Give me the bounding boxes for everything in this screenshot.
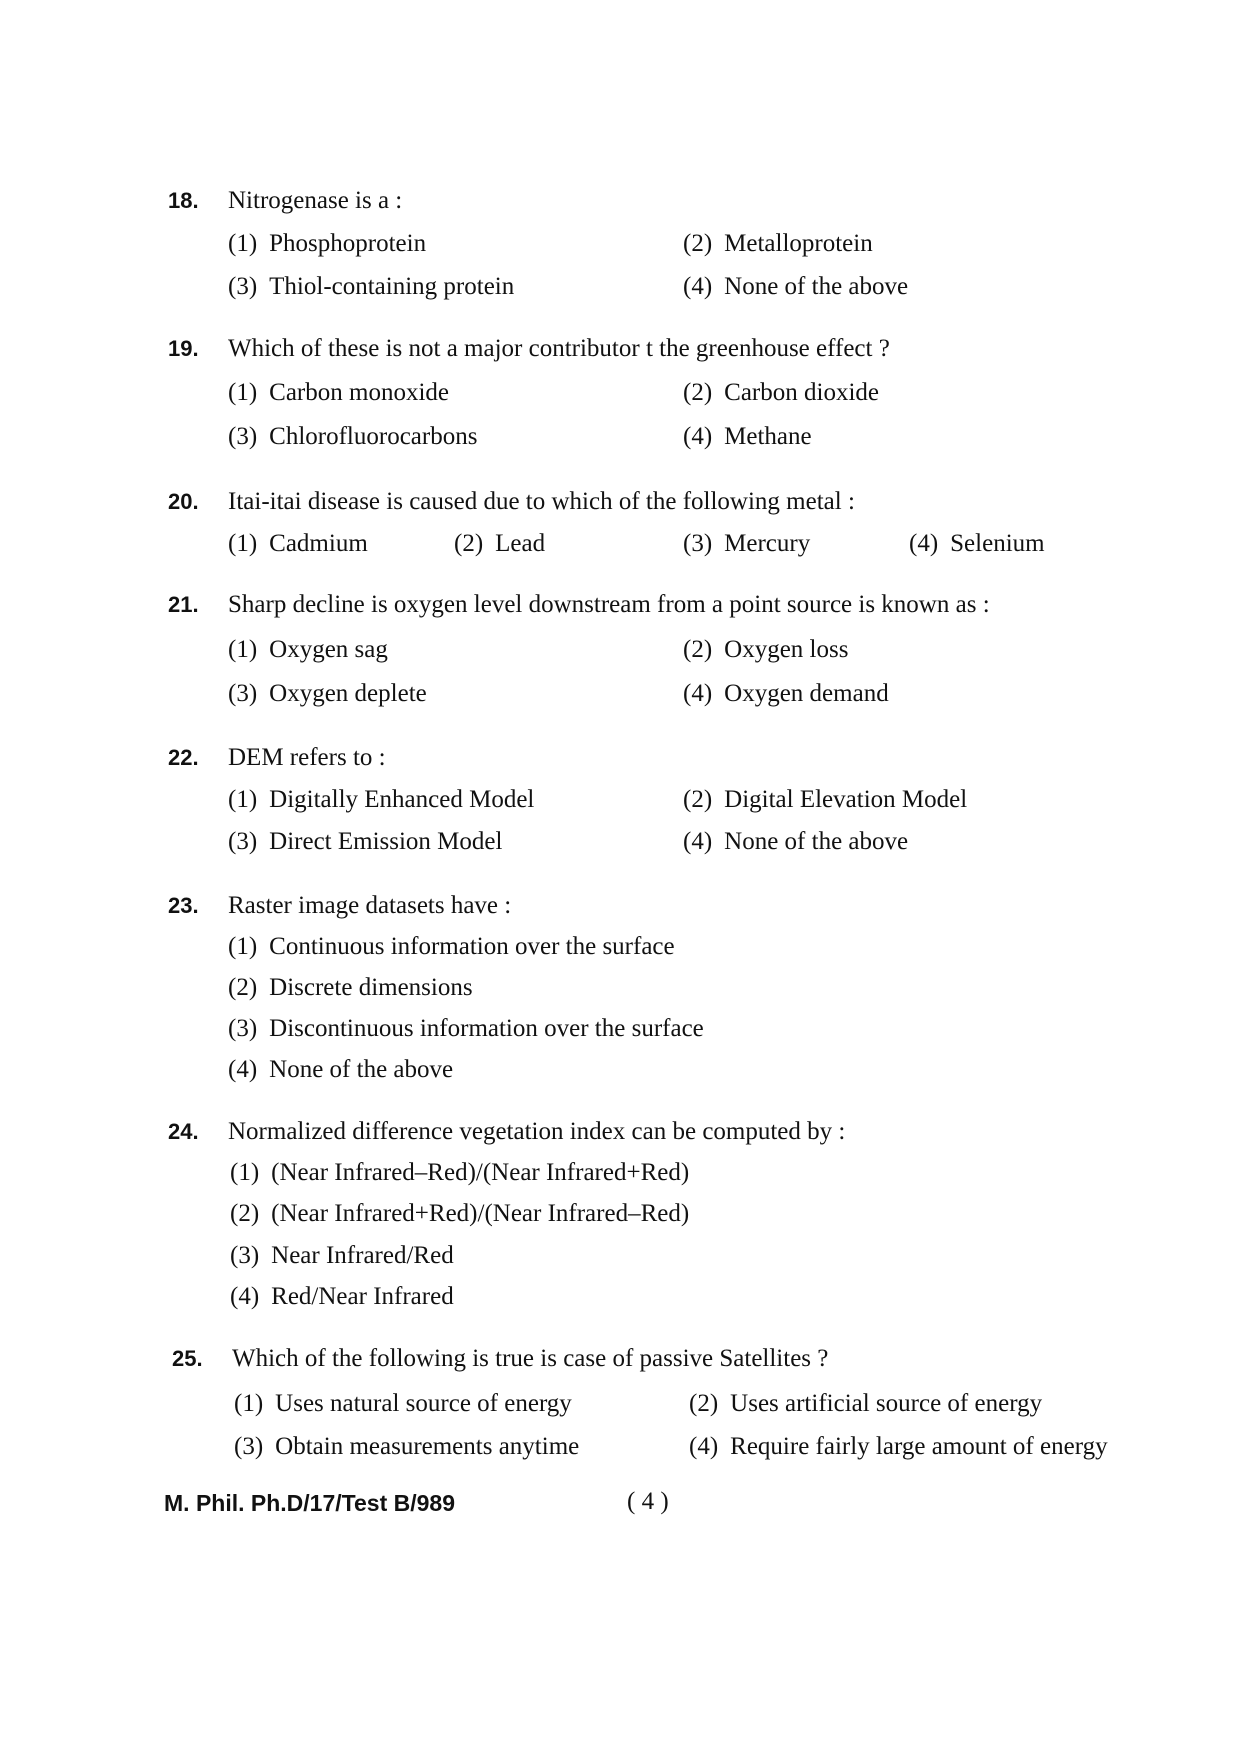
option-number: (4): [683, 680, 713, 707]
option-text: (Near Infrared+Red)/(Near Infrared–Red): [271, 1200, 690, 1227]
question-number: 23.: [168, 893, 199, 918]
option-text: Carbon dioxide: [724, 379, 879, 406]
option: [234, 1389, 572, 1419]
option-number: (2): [689, 1390, 719, 1417]
option: [683, 229, 873, 259]
option-text: None of the above: [724, 828, 909, 855]
option: [228, 973, 473, 1003]
option-text: Chlorofluorocarbons: [269, 423, 478, 450]
option-number: (1): [228, 786, 258, 813]
option-number: (4): [909, 530, 939, 557]
option: [230, 1241, 454, 1271]
option-number: (3): [230, 1242, 260, 1269]
option-number: (3): [228, 680, 258, 707]
option-text: Metalloprotein: [724, 230, 873, 257]
page-number: ( 4 ): [627, 1488, 669, 1515]
question-text: Which of the following is true is case of passive Satellites ?: [232, 1345, 829, 1372]
question-24: [168, 1117, 1168, 1147]
option-number: (1): [228, 636, 258, 663]
question-20: [168, 487, 1168, 517]
option: [228, 229, 426, 259]
option: [230, 1158, 689, 1188]
option: [228, 827, 502, 857]
question-22: [168, 743, 1168, 773]
paper-code: M. Phil. Ph.D/17/Test B/989: [164, 1490, 455, 1516]
question-text: Nitrogenase is a :: [228, 187, 403, 214]
option: [683, 529, 810, 559]
question-23: [168, 891, 1168, 921]
option-text: Discrete dimensions: [269, 974, 473, 1001]
option-number: (2): [683, 786, 713, 813]
question-text: Raster image datasets have :: [228, 892, 512, 919]
option-text: Direct Emission Model: [269, 828, 503, 855]
option-text: Oxygen demand: [724, 680, 889, 707]
option-number: (2): [228, 974, 258, 1001]
option-text: Require fairly large amount of energy: [730, 1433, 1108, 1460]
option-number: (3): [228, 273, 258, 300]
option-number: (4): [683, 273, 713, 300]
question-number: 24.: [168, 1119, 199, 1144]
option: [683, 635, 848, 665]
option-text: Red/Near Infrared: [271, 1283, 454, 1310]
option-number: (2): [683, 636, 713, 663]
option: [228, 1055, 453, 1085]
option-number: (4): [689, 1433, 719, 1460]
option-text: Discontinuous information over the surface: [269, 1015, 704, 1042]
option: [230, 1199, 689, 1229]
question-number: 20.: [168, 489, 199, 514]
question-text: Sharp decline is oxygen level downstream from a point source is known as :: [228, 591, 990, 618]
option-number: (4): [683, 423, 713, 450]
option-text: Selenium: [950, 530, 1045, 557]
option: [228, 635, 388, 665]
option: [689, 1432, 1108, 1462]
question-19: [168, 334, 1168, 364]
option-text: Oxygen loss: [724, 636, 849, 663]
question-text: Itai-itai disease is caused due to which of the following metal :: [228, 488, 855, 515]
question-text: Which of these is not a major contributor t the greenhouse effect ?: [228, 335, 890, 362]
option-number: (3): [228, 1015, 258, 1042]
option: [234, 1432, 579, 1462]
option-number: (1): [228, 933, 258, 960]
option-number: (2): [683, 230, 713, 257]
option-text: None of the above: [724, 273, 909, 300]
option-text: Oxygen sag: [269, 636, 388, 663]
option-number: (2): [683, 379, 713, 406]
option-text: Digital Elevation Model: [724, 786, 968, 813]
question-text: DEM refers to :: [228, 744, 386, 771]
option-text: Obtain measurements anytime: [275, 1433, 580, 1460]
option: [228, 272, 514, 302]
option-number: (4): [228, 1056, 258, 1083]
option-text: None of the above: [269, 1056, 454, 1083]
option: [683, 785, 967, 815]
option-text: Carbon monoxide: [269, 379, 449, 406]
option-number: (3): [228, 423, 258, 450]
option-number: (4): [230, 1283, 260, 1310]
question-21: [168, 590, 1168, 620]
option: [454, 529, 545, 559]
option-text: Uses artificial source of energy: [730, 1390, 1043, 1417]
question-number: 19.: [168, 336, 199, 361]
option-text: Oxygen deplete: [269, 680, 427, 707]
option-text: Cadmium: [269, 530, 368, 557]
option-number: (1): [228, 379, 258, 406]
option-number: (1): [234, 1390, 264, 1417]
question-number: 22.: [168, 745, 199, 770]
option-number: (1): [230, 1159, 260, 1186]
option: [228, 529, 368, 559]
option-number: (3): [234, 1433, 264, 1460]
option: [230, 1282, 454, 1312]
question-18: [168, 186, 1168, 216]
option-number: (3): [228, 828, 258, 855]
option-text: Digitally Enhanced Model: [269, 786, 535, 813]
option-text: Mercury: [724, 530, 811, 557]
option: [683, 679, 889, 709]
question-number: 18.: [168, 188, 199, 213]
option: [689, 1389, 1042, 1419]
option-number: (2): [230, 1200, 260, 1227]
question-text: Normalized difference vegetation index can be computed by :: [228, 1118, 846, 1145]
option-number: (4): [683, 828, 713, 855]
option: [909, 529, 1045, 559]
option: [683, 827, 908, 857]
option-number: (1): [228, 530, 258, 557]
option-text: Thiol-containing protein: [269, 273, 515, 300]
option: [683, 378, 879, 408]
option-text: Continuous information over the surface: [269, 933, 675, 960]
question-25: [172, 1344, 1172, 1374]
option-text: Methane: [724, 423, 812, 450]
option-number: (1): [228, 230, 258, 257]
option: [228, 378, 449, 408]
option-text: (Near Infrared–Red)/(Near Infrared+Red): [271, 1159, 690, 1186]
option: [683, 422, 812, 452]
option: [228, 422, 477, 452]
question-number: 21.: [168, 592, 199, 617]
question-number: 25.: [172, 1346, 203, 1371]
option: [683, 272, 908, 302]
option-text: Phosphoprotein: [269, 230, 427, 257]
option: [228, 1014, 704, 1044]
option: [228, 679, 427, 709]
option: [228, 932, 675, 962]
option: [228, 785, 534, 815]
option-text: Near Infrared/Red: [271, 1242, 454, 1269]
option-number: (2): [454, 530, 484, 557]
option-number: (3): [683, 530, 713, 557]
option-text: Uses natural source of energy: [275, 1390, 572, 1417]
option-text: Lead: [495, 530, 546, 557]
